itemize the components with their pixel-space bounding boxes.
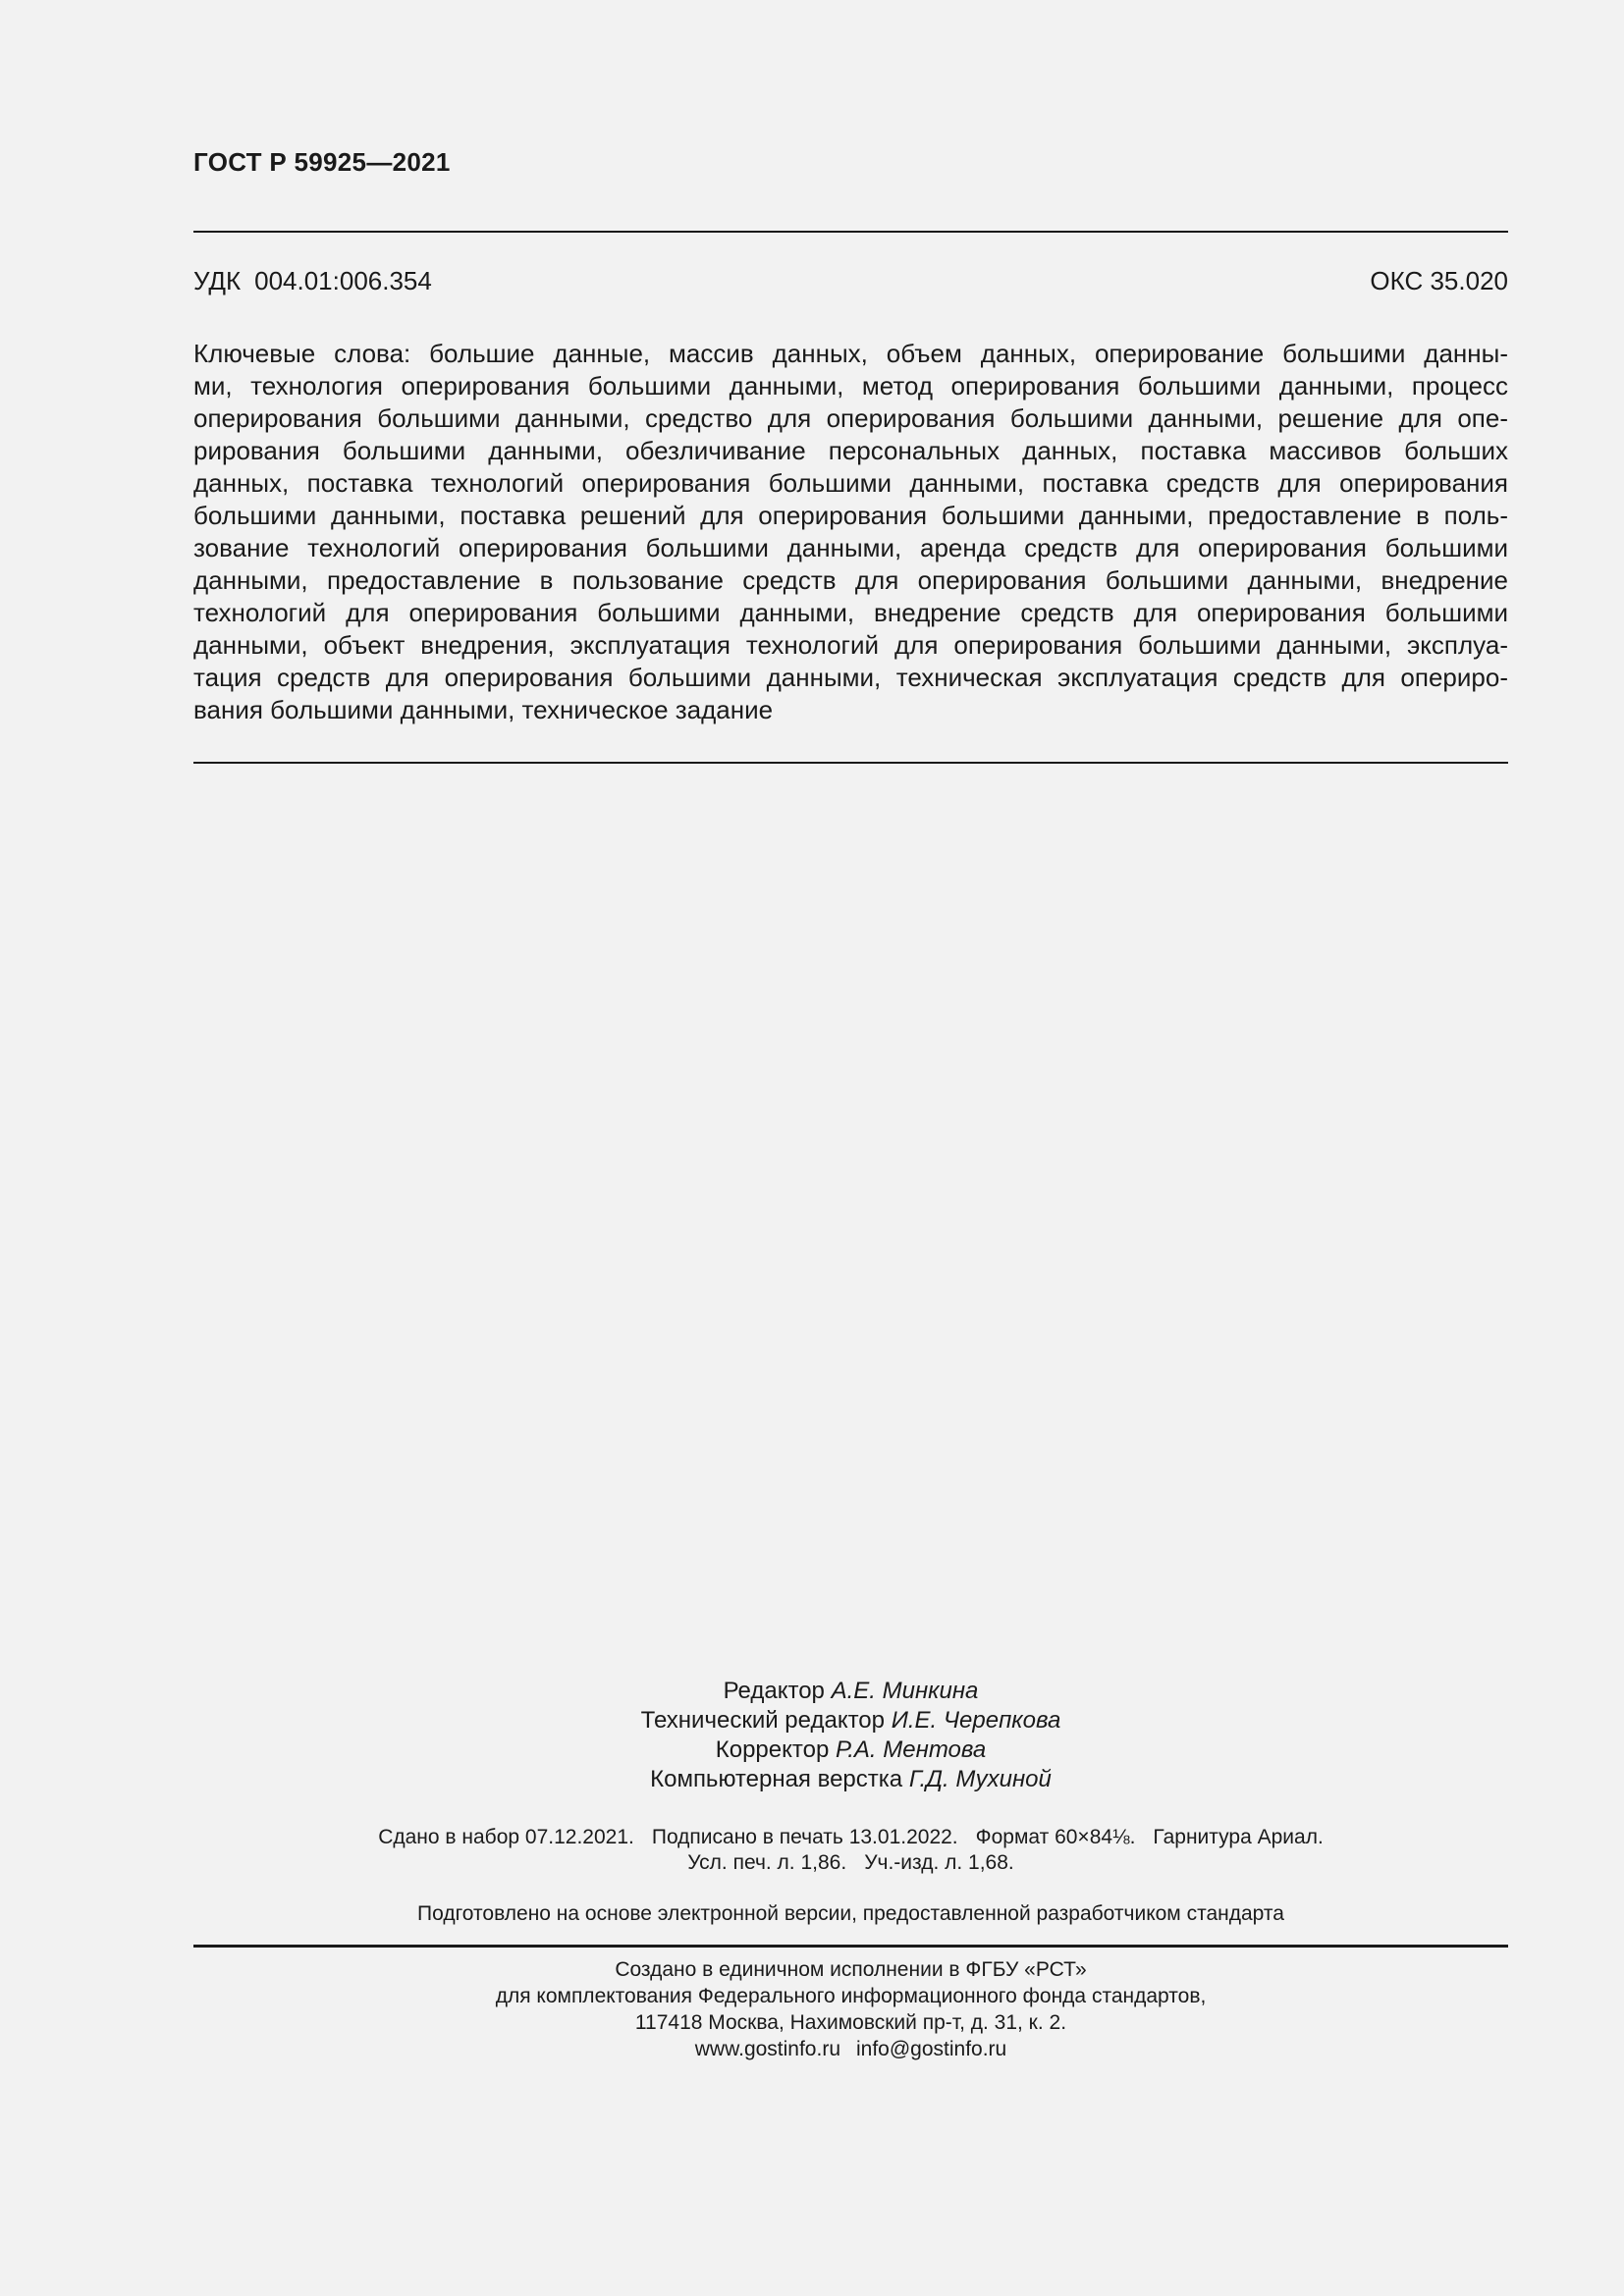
website-link[interactable]: www.gostinfo.ru <box>694 2038 840 2060</box>
print-info-block <box>193 1825 1508 1876</box>
classification-row <box>193 266 1508 296</box>
udk-value: 004.01:006.354 <box>254 266 432 295</box>
prepared-note: Подготовлено на основе электронной версии, предоставленной разработчиком стандарта <box>417 1902 1284 1925</box>
proofreader-name: Р.А. Ментова <box>835 1736 987 1763</box>
keywords-line: Ключевые слова: большие данные, массив данных, объем данных, оперирование большими данны- <box>193 339 1508 368</box>
editor-name: А.Е. Минкина <box>831 1678 979 1704</box>
imprint-line-3: 117418 Москва, Нахимовский пр-т, д. 31, к. 2. <box>634 2011 1067 2034</box>
keywords-line: данных, поставка технологий оперирования большими данными, поставка средств для оперирования <box>193 468 1508 498</box>
print-info-line-1 <box>193 1825 1508 1850</box>
credits-block <box>193 1677 1508 1794</box>
publisher-sheets: Уч.-изд. л. 1,68. <box>864 1851 1014 1874</box>
print-info-line-2 <box>193 1850 1508 1876</box>
layout-name: Г.Д. Мухиной <box>908 1766 1052 1792</box>
keywords-line: зование технологий оперирования большими данными, аренда средств для оперирования большими <box>193 533 1508 562</box>
oks-code: ОКС 35.020 <box>1370 266 1508 295</box>
keywords-line: ми, технология оперирования большими данными, метод оперирования большими данными, процесс <box>193 371 1508 400</box>
standard-code: ГОСТ Р 59925—2021 <box>193 147 451 177</box>
keywords-line: большими данными, поставка решений для оперирования большими данными, предоставление в поль- <box>193 501 1508 530</box>
keywords-divider <box>193 762 1508 764</box>
tech-editor-role: Технический редактор <box>640 1707 886 1734</box>
tech-editor-name: И.Е. Черепкова <box>891 1707 1061 1734</box>
top-divider <box>193 231 1508 233</box>
keywords-line: данными, объект внедрения, эксплуатация технологий для оперирования большими данными, эксплуа- <box>193 630 1508 660</box>
keywords-line: данными, предоставление в пользование средств для оперирования большими данными, внедрение <box>193 565 1508 595</box>
editor-line <box>193 1677 1508 1706</box>
keywords-line: технологий для оперирования большими данными, внедрение средств для оперирования большими <box>193 598 1508 627</box>
typeface: Гарнитура Ариал. <box>1153 1826 1324 1848</box>
keywords-line: рирования большими данными, обезличивание персональных данных, поставка массивов больших <box>193 436 1508 465</box>
print-sheets: Усл. печ. л. 1,86. <box>687 1851 847 1874</box>
signed-date: Подписано в печать 13.01.2022. <box>651 1826 958 1848</box>
imprint-line-2: для комплектования Федерального информационного фонда стандартов, <box>495 1985 1207 2007</box>
imprint-divider <box>193 1945 1508 1948</box>
keywords-paragraph <box>193 338 1508 726</box>
keywords-line: оперирования большими данными, средство для оперирования большими данными, решение для опе- <box>193 403 1508 433</box>
layout-role: Компьютерная верстка <box>650 1766 903 1792</box>
proofreader-role: Корректор <box>715 1736 830 1763</box>
udk-label: УДК <box>193 266 242 295</box>
layout-line <box>193 1765 1508 1794</box>
email-link[interactable]: info@gostinfo.ru <box>856 2038 1007 2060</box>
imprint-contacts <box>193 2036 1508 2062</box>
imprint-block <box>193 1956 1508 2062</box>
keywords-line: тация средств для оперирования большими данными, техническая эксплуатация средств для опериро- <box>193 663 1508 692</box>
submitted-date: Сдано в набор 07.12.2021. <box>378 1826 634 1848</box>
editor-role: Редактор <box>723 1678 825 1704</box>
tech-editor-line <box>193 1706 1508 1735</box>
keywords-line: вания большими данными, техническое задание <box>193 695 774 724</box>
proofreader-line <box>193 1735 1508 1765</box>
udk-code <box>193 266 432 296</box>
imprint-line-1: Создано в единичном исполнении в ФГБУ «РСТ» <box>615 1958 1087 1981</box>
paper-format: Формат 60×84⅛. <box>975 1826 1136 1848</box>
